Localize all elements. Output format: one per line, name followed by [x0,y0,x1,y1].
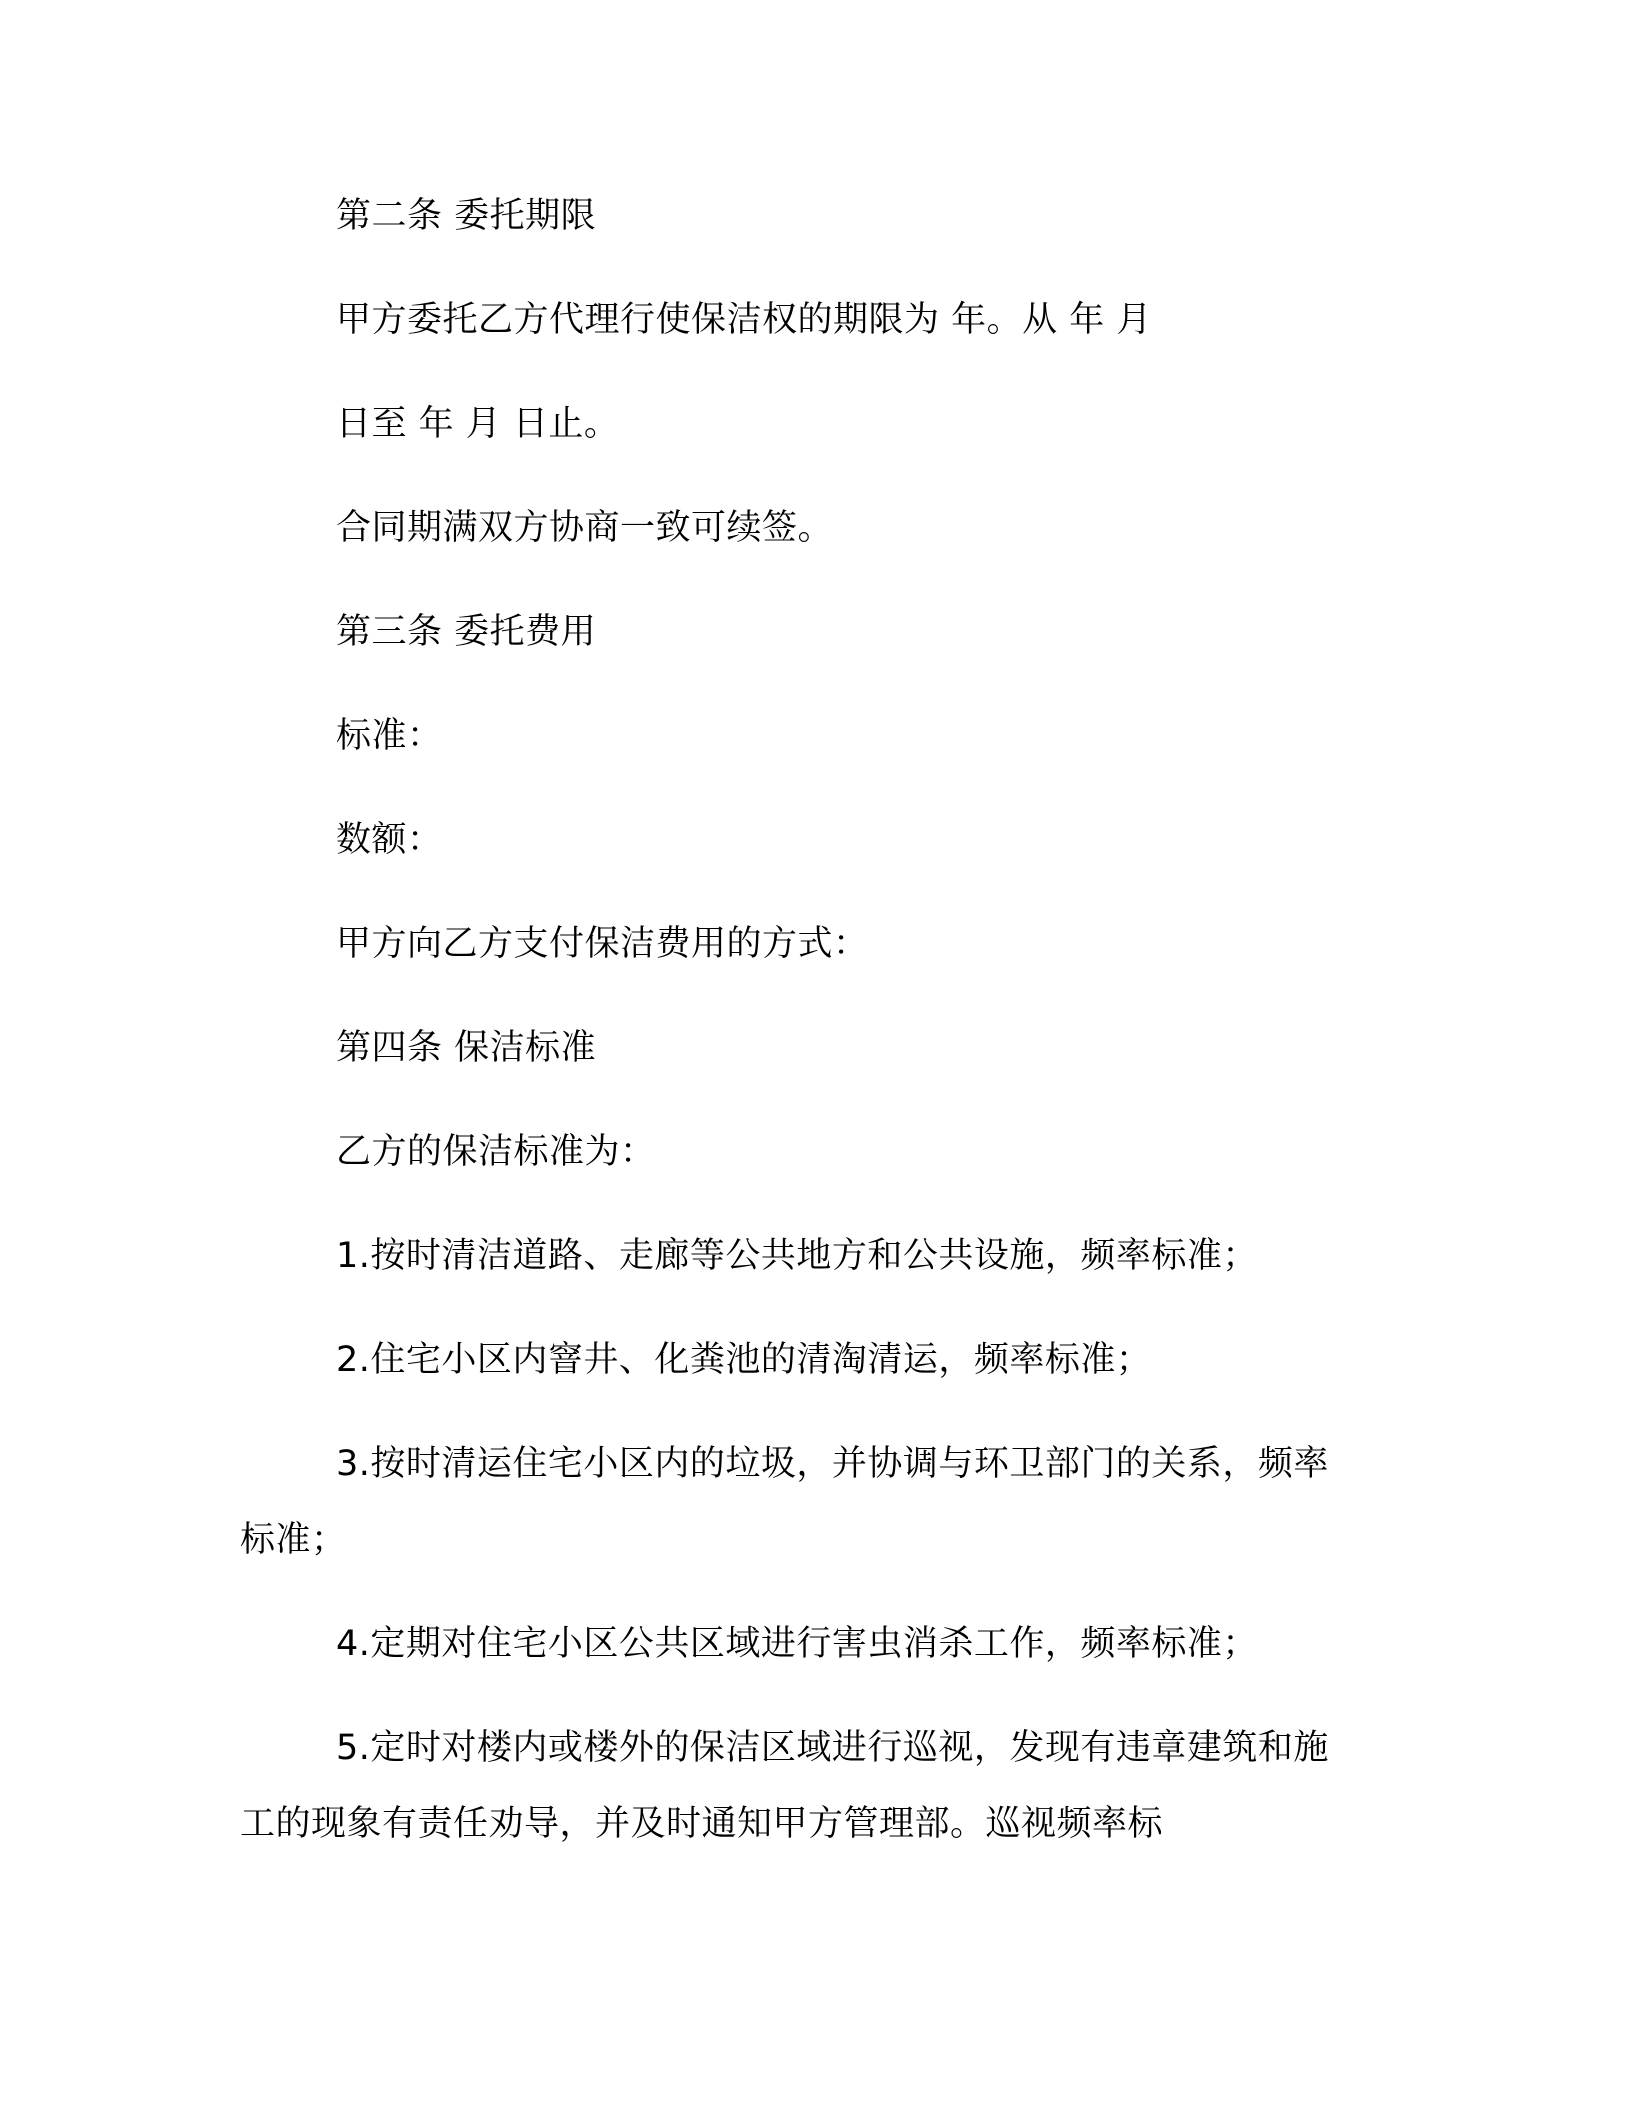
heading-article-3: 第三条 委托费用 [336,612,597,652]
list-item-continuation: 标准； [240,1520,347,1560]
heading-article-4: 第四条 保洁标准 [336,1028,597,1068]
paragraph-line: 日至 年 月 日止。 [336,404,620,444]
list-item: 2.住宅小区内窨井、化粪池的清淘清运，频率标准； [336,1340,1152,1380]
paragraph-line: 甲方委托乙方代理行使保洁权的期限为 年。从 年 月 [336,300,1152,340]
paragraph-line: 数额： [336,820,443,860]
list-item: 5.定时对楼内或楼外的保洁区域进行巡视，发现有违章建筑和施 [336,1728,1329,1768]
list-item-continuation: 工的现象有责任劝导，并及时通知甲方管理部。巡视频率标 [240,1804,1164,1844]
paragraph-line: 甲方向乙方支付保洁费用的方式： [336,924,869,964]
paragraph-line: 乙方的保洁标准为： [336,1132,656,1172]
paragraph-line: 标准： [336,716,443,756]
paragraph-line: 合同期满双方协商一致可续签。 [336,508,834,548]
list-item: 3.按时清运住宅小区内的垃圾，并协调与环卫部门的关系，频率 [336,1444,1329,1484]
list-item: 1.按时清洁道路、走廊等公共地方和公共设施，频率标准； [336,1236,1258,1276]
list-item: 4.定期对住宅小区公共区域进行害虫消杀工作，频率标准； [336,1624,1258,1664]
heading-article-2: 第二条 委托期限 [336,196,597,236]
